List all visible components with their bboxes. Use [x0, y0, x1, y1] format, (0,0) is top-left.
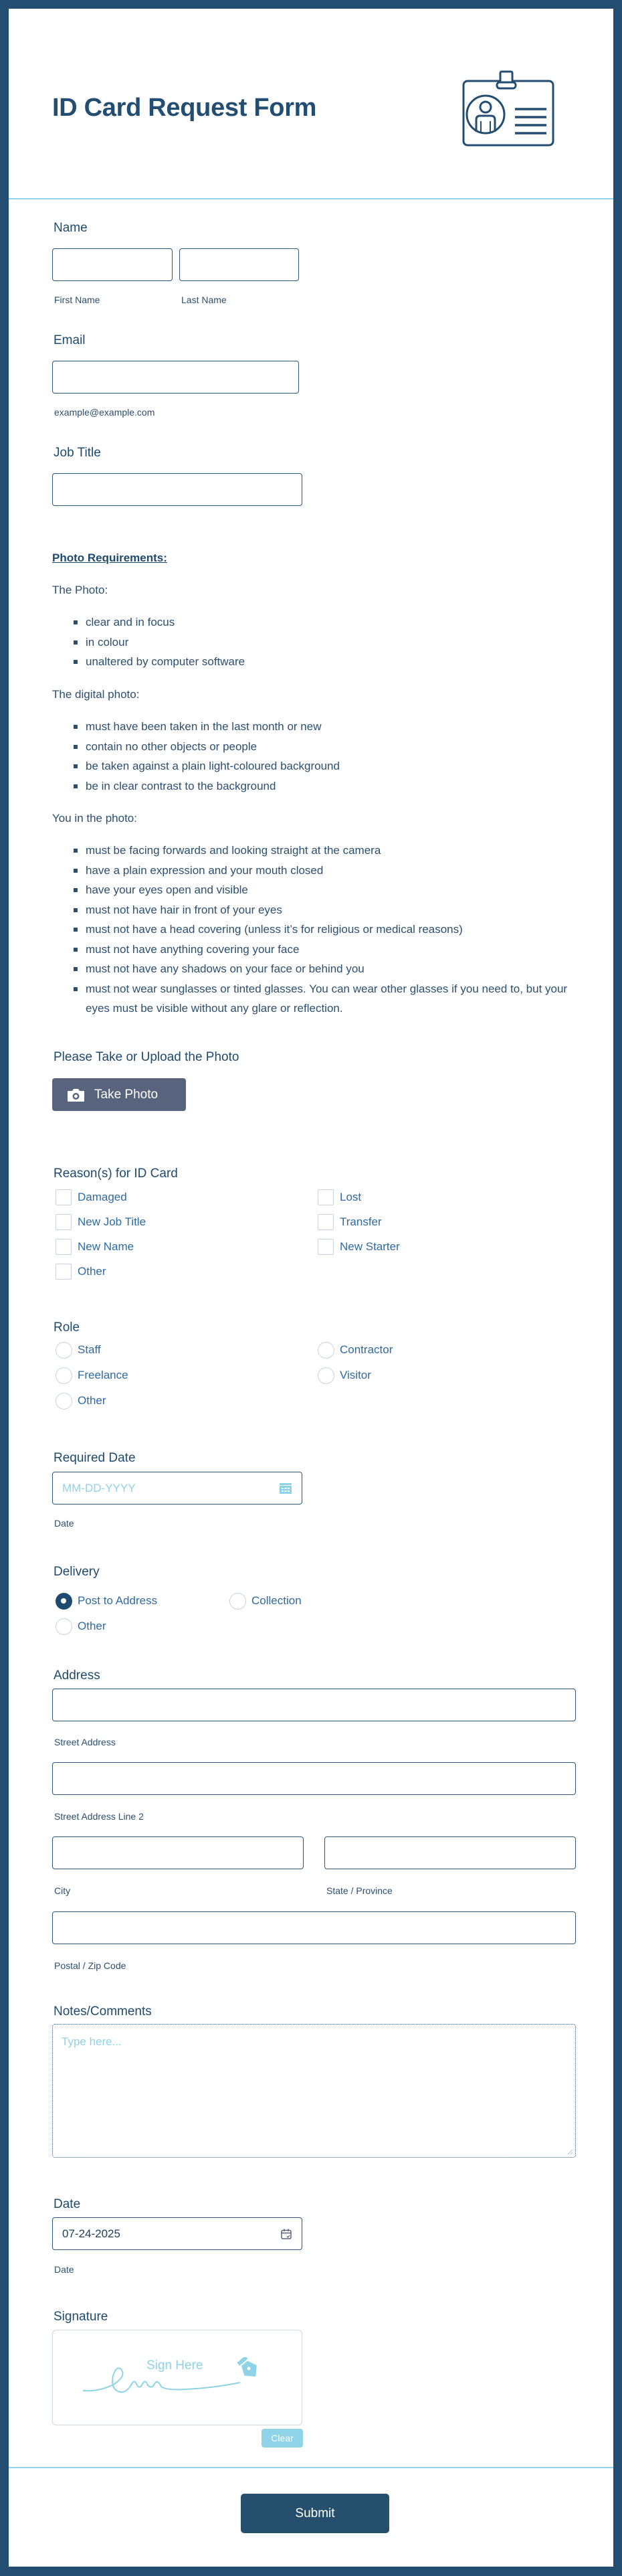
email-label: Email	[54, 333, 86, 347]
list-item: have your eyes open and visible	[52, 880, 594, 900]
option-label: New Name	[78, 1240, 134, 1253]
radio-visitor[interactable]	[318, 1367, 371, 1383]
submit-button[interactable]: Submit	[241, 2494, 389, 2533]
city-sublabel: City	[54, 1885, 71, 1896]
notes-placeholder: Type here...	[62, 2035, 122, 2048]
checkbox[interactable]	[318, 1239, 334, 1255]
radio[interactable]	[318, 1367, 334, 1384]
address-label: Address	[54, 1668, 100, 1683]
checkbox-damaged[interactable]	[56, 1189, 127, 1205]
date-sublabel: Date	[54, 2264, 74, 2275]
signature-label: Signature	[54, 2310, 108, 2324]
email-input[interactable]	[52, 361, 299, 394]
radio[interactable]	[56, 1618, 72, 1635]
checkbox-new-name[interactable]	[56, 1239, 134, 1255]
resize-handle-icon[interactable]	[566, 2148, 573, 2155]
take-photo-button[interactable]	[52, 1078, 186, 1111]
option-label: Other	[78, 1620, 106, 1632]
list-item: must have been taken in the last month or new	[52, 717, 601, 737]
date-value: 07-24-2025	[62, 2227, 120, 2240]
last-name-input[interactable]	[179, 248, 299, 281]
notes-label: Notes/Comments	[54, 2004, 152, 2019]
radio-contractor[interactable]	[318, 1342, 393, 1358]
list-item: must not have anything covering your face	[52, 940, 594, 960]
photo-requirements-title: Photo Requirements:	[52, 551, 167, 564]
radio[interactable]	[318, 1342, 334, 1359]
street-address-line2-sublabel: Street Address Line 2	[54, 1811, 144, 1822]
option-label: Other	[78, 1265, 106, 1278]
radio-selected[interactable]	[56, 1593, 72, 1610]
id-badge-icon	[460, 68, 555, 148]
radio-freelance[interactable]	[56, 1367, 128, 1383]
first-name-sublabel: First Name	[54, 294, 100, 305]
signature-pen-icon	[80, 2357, 280, 2404]
email-sublabel: example@example.com	[54, 407, 155, 418]
list-item: must not wear sunglasses or tinted glasses. You can wear other glasses if you need to, but your eyes must be visible without any glare or reflection.	[52, 979, 594, 1019]
delivery-label: Delivery	[54, 1565, 100, 1579]
list-item: must not have a head covering (unless it’s for religious or medical reasons)	[52, 920, 594, 940]
calendar-check-icon[interactable]	[280, 2228, 292, 2240]
city-input[interactable]	[52, 1836, 304, 1869]
checkbox-lost[interactable]	[318, 1189, 361, 1205]
list-item: in colour	[52, 632, 601, 653]
option-label: Transfer	[340, 1215, 382, 1228]
job-title-label: Job Title	[54, 446, 101, 460]
list-item: must not have hair in front of your eyes	[52, 900, 594, 920]
radio-post-to-address[interactable]	[56, 1593, 157, 1609]
photo-upload-label: Please Take or Upload the Photo	[54, 1050, 239, 1064]
option-label: Lost	[340, 1191, 362, 1203]
radio-delivery-other[interactable]	[56, 1618, 106, 1634]
option-label: New Starter	[340, 1240, 400, 1253]
checkbox[interactable]	[56, 1214, 72, 1230]
required-date-placeholder: MM-DD-YYYY	[62, 1481, 136, 1494]
signature-pad[interactable]	[52, 2330, 302, 2425]
street-address-line2-input[interactable]	[52, 1762, 576, 1795]
radio[interactable]	[56, 1393, 72, 1409]
list-item: must be facing forwards and looking straight at the camera	[52, 841, 594, 861]
checkbox[interactable]	[318, 1189, 334, 1205]
requirements-list-digital	[52, 717, 601, 796]
required-date-label: Required Date	[54, 1451, 136, 1465]
name-label: Name	[54, 221, 88, 235]
list-item: have a plain expression and your mouth closed	[52, 861, 594, 881]
postal-code-input[interactable]	[52, 1911, 576, 1944]
checkbox[interactable]	[318, 1214, 334, 1230]
option-label: Post to Address	[78, 1594, 158, 1607]
list-item: unaltered by computer software	[52, 652, 601, 672]
requirements-list-you	[52, 841, 594, 1019]
checkbox-transfer[interactable]	[318, 1214, 382, 1230]
first-name-input[interactable]	[52, 248, 173, 281]
radio[interactable]	[229, 1593, 246, 1610]
street-address-sublabel: Street Address	[54, 1737, 116, 1747]
option-label: Damaged	[78, 1191, 127, 1203]
postal-code-sublabel: Postal / Zip Code	[54, 1960, 126, 1971]
take-photo-label: Take Photo	[94, 1087, 159, 1102]
option-label: Visitor	[340, 1369, 371, 1381]
radio-staff[interactable]	[56, 1342, 101, 1358]
checkbox-other[interactable]	[56, 1264, 106, 1280]
option-label: Contractor	[340, 1343, 393, 1356]
list-item: contain no other objects or people	[52, 737, 601, 757]
last-name-sublabel: Last Name	[181, 294, 227, 305]
list-item: must not have any shadows on your face or behind you	[52, 959, 594, 979]
camera-icon	[67, 1088, 85, 1102]
requirements-list-photo	[52, 612, 601, 672]
option-label: Collection	[251, 1594, 302, 1607]
reasons-label: Reason(s) for ID Card	[54, 1167, 178, 1181]
option-label: Freelance	[78, 1369, 128, 1381]
required-date-sublabel: Date	[54, 1518, 74, 1529]
list-item: be in clear contrast to the background	[52, 776, 601, 796]
option-label: Other	[78, 1394, 106, 1407]
date-label: Date	[54, 2197, 81, 2211]
signature-placeholder: Sign Here	[146, 2358, 203, 2373]
checkbox[interactable]	[56, 1264, 72, 1280]
requirements-heading-you: You in the photo:	[52, 812, 137, 825]
requirements-heading-digital: The digital photo:	[52, 688, 140, 701]
requirements-heading-photo: The Photo:	[52, 584, 108, 596]
role-label: Role	[54, 1320, 80, 1335]
radio[interactable]	[56, 1367, 72, 1384]
required-date-input[interactable]	[52, 1472, 302, 1505]
checkbox[interactable]	[56, 1239, 72, 1255]
option-label: Staff	[78, 1343, 101, 1356]
form-title: ID Card Request Form	[52, 94, 317, 122]
radio[interactable]	[56, 1342, 72, 1359]
job-title-input[interactable]	[52, 473, 302, 506]
list-item: be taken against a plain light-coloured background	[52, 756, 601, 776]
state-sublabel: State / Province	[326, 1885, 393, 1896]
clear-signature-button[interactable]: Clear	[262, 2429, 303, 2448]
street-address-input[interactable]	[52, 1689, 576, 1721]
calendar-icon[interactable]	[279, 1482, 292, 1494]
date-input[interactable]	[52, 2217, 302, 2250]
radio-other[interactable]	[56, 1393, 106, 1409]
option-label: New Job Title	[78, 1215, 146, 1228]
notes-textarea[interactable]	[52, 2024, 576, 2158]
header-divider	[9, 198, 613, 199]
radio-collection[interactable]	[229, 1593, 302, 1609]
footer-divider	[9, 2467, 613, 2468]
checkbox-new-job-title[interactable]	[56, 1214, 146, 1230]
checkbox[interactable]	[56, 1189, 72, 1205]
list-item: clear and in focus	[52, 612, 601, 632]
state-input[interactable]	[324, 1836, 576, 1869]
checkbox-new-starter[interactable]	[318, 1239, 400, 1255]
